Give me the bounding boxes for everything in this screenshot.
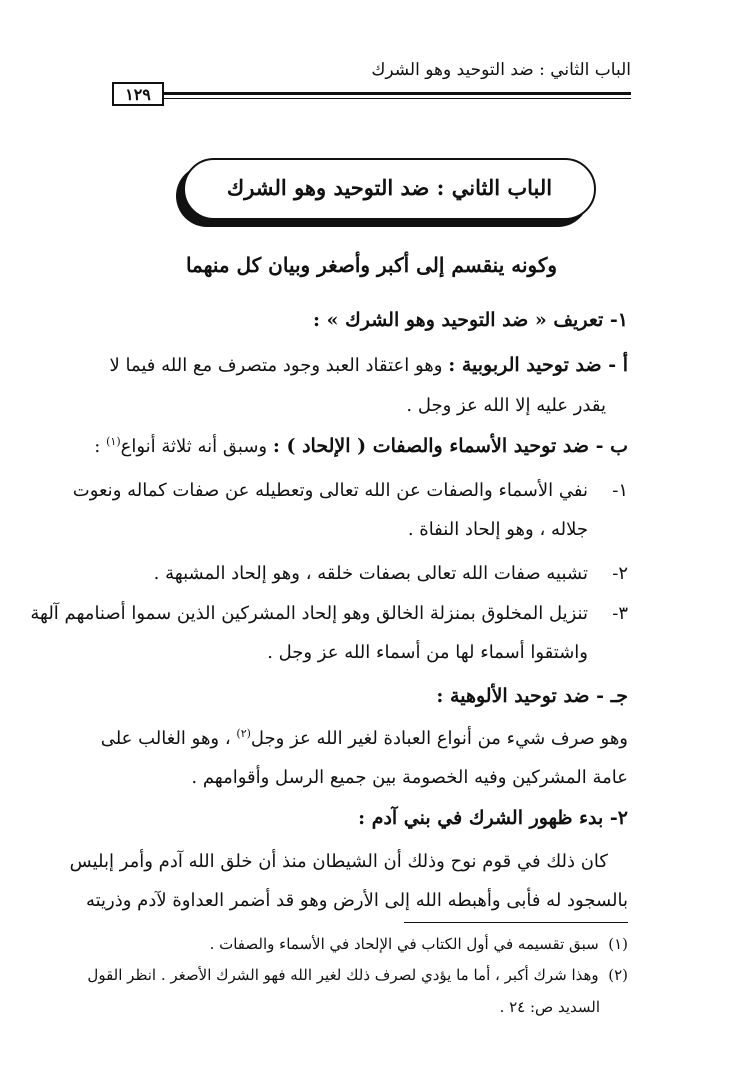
section-2-line-1: كان ذلك في قوم نوح وذلك أن الشيطان منذ أن خلق الله آدم وأمر إبليس xyxy=(69,851,608,872)
footnote-ref-2: (٢) xyxy=(236,727,251,740)
para-b-text: وسبق أنه ثلاثة أنواع xyxy=(120,436,268,457)
para-a-line-1 xyxy=(109,352,628,379)
chapter-title-frame xyxy=(183,158,596,220)
section-2-heading: ٢- بدء ظهور الشرك في بني آدم : xyxy=(358,807,628,829)
list-item-3-line-2: واشتقوا أسماء لها من أسماء الله عز وجل . xyxy=(267,642,588,663)
list-item-1-line-1 xyxy=(72,478,628,504)
page-number-box: ١٢٩ xyxy=(112,82,164,106)
para-c-heading: جـ - ضد توحيد الألوهية : xyxy=(436,685,628,707)
para-a-label: أ - ضد توحيد الربوبية : xyxy=(448,354,628,376)
footnote-1 xyxy=(210,933,628,955)
list-item-1-text: نفي الأسماء والصفات عن الله تعالى وتعطيله عن صفات كماله ونعوت xyxy=(72,480,588,501)
list-item-2-number: ٢- xyxy=(612,563,628,584)
para-b-line xyxy=(94,433,628,460)
para-c-line-2: عامة المشركين وفيه الخصومة بين جميع الرسل وأقوامهم . xyxy=(191,767,628,788)
chapter-title: الباب الثاني : ضد التوحيد وهو الشرك xyxy=(226,175,553,200)
footnote-2-mark: (٢) xyxy=(608,966,628,984)
para-c-text-a: وهو صرف شيء من أنواع العبادة لغير الله عز وجل xyxy=(250,728,628,749)
list-item-3-text: تنزيل المخلوق بمنزلة الخالق وهو إلحاد المشركين الذين سموا أصنامهم آلهة xyxy=(30,603,588,624)
footnote-2 xyxy=(87,964,628,986)
section-2-line-2: بالسجود له فأبى وأهبطه الله إلى الأرض وهو قد أضمر العداوة لآدم وذريته xyxy=(85,890,628,911)
para-b-label: ب - ضد توحيد الأسماء والصفات ( الإلحاد ) : xyxy=(272,435,628,457)
list-item-2 xyxy=(154,561,628,587)
chapter-subtitle: وكونه ينقسم إلى أكبر وأصغر وبيان كل منهما xyxy=(185,253,558,277)
footnote-1-mark: (١) xyxy=(608,935,628,953)
list-item-1-line-2: جلاله ، وهو إلحاد النفاة . xyxy=(407,519,588,540)
running-header-title: الباب الثاني : ضد التوحيد وهو الشرك xyxy=(371,60,631,80)
footnote-ref-1: (١) xyxy=(106,435,121,448)
para-c-line-1 xyxy=(100,726,628,752)
section-1-heading: ١- تعريف « ضد التوحيد وهو الشرك » : xyxy=(312,309,628,331)
footnote-2-continuation: السديد ص: ٢٤ . xyxy=(499,998,600,1016)
footnote-2-text: وهذا شرك أكبر ، أما ما يؤدي لصرف ذلك لغير الله فهو الشرك الأصغر . انظر القول xyxy=(87,966,599,984)
list-item-3-number: ٣- xyxy=(612,603,628,624)
list-item-3-line-1 xyxy=(30,601,628,627)
footnote-separator xyxy=(404,922,628,923)
para-a-text: وهو اعتقاد العبد وجود متصرف مع الله فيما لا xyxy=(109,355,443,376)
footnote-1-text: سبق تقسيمه في أول الكتاب في الإلحاد في الأسماء والصفات . xyxy=(209,935,599,953)
para-c-text-b: ، وهو الغالب على xyxy=(100,728,231,749)
para-b-colon: : xyxy=(94,436,107,457)
list-item-1-number: ١- xyxy=(612,480,628,501)
list-item-2-text: تشبيه صفات الله تعالى بصفات خلقه ، وهو إلحاد المشبهة . xyxy=(153,563,588,584)
header-rule xyxy=(164,92,631,102)
para-a-line-2: يقدر عليه إلا الله عز وجل . xyxy=(406,395,606,416)
